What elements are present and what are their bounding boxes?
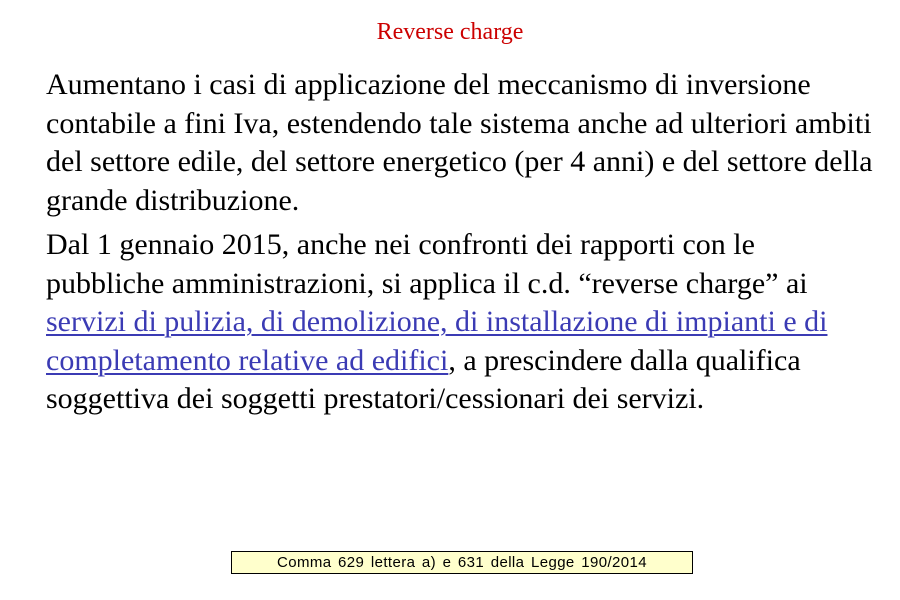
source-reference-box: Comma 629 lettera a) e 631 della Legge 190/2014 bbox=[231, 551, 693, 574]
slide-body bbox=[46, 66, 876, 419]
services-link[interactable]: servizi di pulizia, di demolizione, di installazione di impianti e di completamento relative ad edifici bbox=[46, 305, 828, 377]
paragraph-text-before-link: Dal 1 gennaio 2015, anche nei confronti dei rapporti con le pubbliche amministrazioni, si applica il c.d. “reverse charge” ai bbox=[46, 228, 808, 300]
paragraph-text-after-link: , a prescindere dalla qualifica soggettiva dei soggetti prestatori/cessionari dei servizi. bbox=[46, 343, 801, 415]
slide-title: Reverse charge bbox=[376, 19, 524, 45]
paragraph-public-administration bbox=[46, 226, 876, 419]
paragraph-reverse-charge-extension: Aumentano i casi di applicazione del meccanismo di inversione contabile a fini Iva, estendendo tale sistema anche ad ulteriori ambiti del settore edile, del settore energetico (per 4 anni) e del settore della grande distribuzione. bbox=[46, 68, 873, 217]
